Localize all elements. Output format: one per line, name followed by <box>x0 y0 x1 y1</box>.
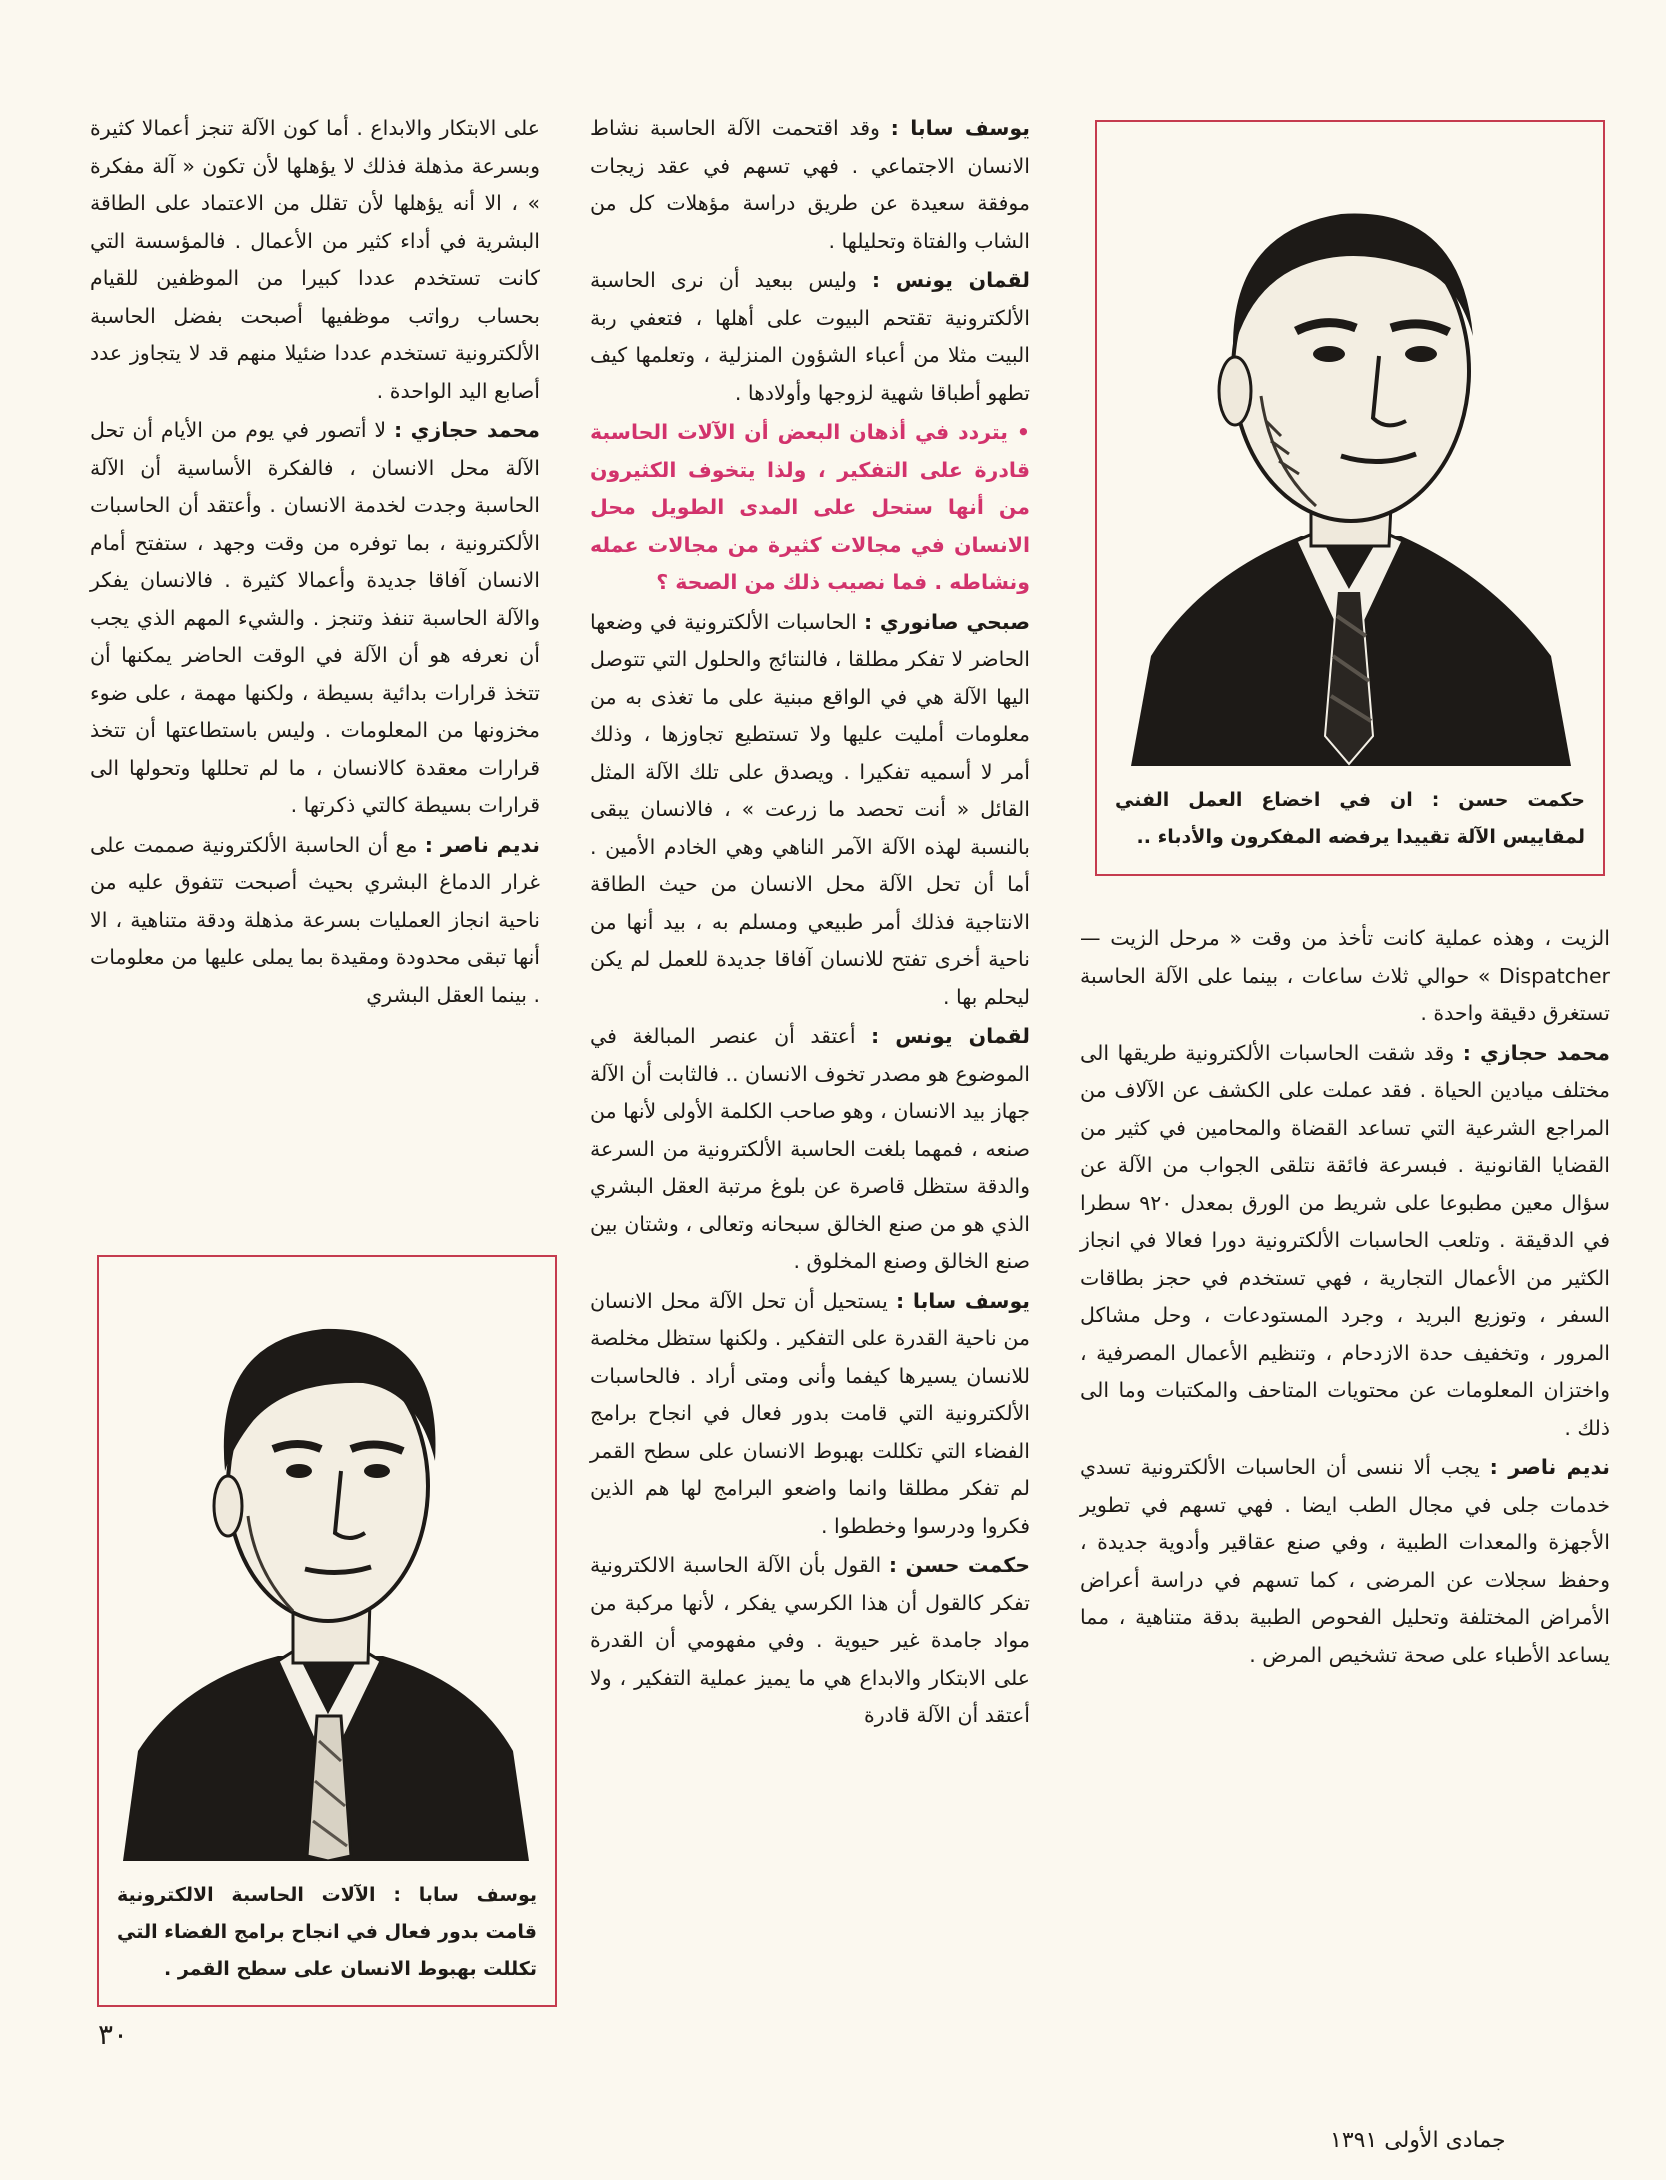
article-column-left <box>90 110 540 1014</box>
article-column-middle <box>590 110 1030 1735</box>
paragraph <box>90 827 540 1015</box>
portrait-illustration-hikmat <box>1111 136 1587 766</box>
speaker-name: محمد حجازي : <box>1462 1040 1610 1065</box>
page-number: ٣٠ <box>98 2018 129 2051</box>
paragraph-text: القول بأن الآلة الحاسبة الالكترونية تفكر كالقول أن هذا الكرسي يفكر ، لأنها مركبة من مواد جامدة غير حيوية . وفي مفهومي أن القدرة على الابتكار والابداع هي ما يميز عملية التفكير ، ولا أعتقد أن الآلة قادرة <box>590 1553 1030 1727</box>
paragraph-text: مع أن الحاسبة الألكترونية صممت على غرار الدماغ البشري بحيث أصبحت تتفوق عليه من ناحية انجاز العمليات بسرعة مذهلة ودقة متناهية ، الا أنها تبقى محدودة ومقيدة بما يملى عليها من معلومات . بينما العقل البشري <box>90 832 540 1007</box>
paragraph <box>1080 1035 1610 1448</box>
portrait-caption: يوسف سابا : الآلات الحاسبة الالكترونية قامت بدور فعال في انجاح برامج الفضاء التي تكللت بهبوط الانسان على سطح القمر . <box>117 1884 537 1980</box>
paragraph: الزيت ، وهذه عملية كانت تأخذ من وقت « مرحل الزيت — Dispatcher » حوالي ثلاث ساعات ، بينما على الآلة الحاسبة تستغرق دقيقة واحدة . <box>1080 926 1610 1025</box>
speaker-name: محمد حجازي : <box>393 418 540 442</box>
speaker-name: نديم ناصر : <box>1489 1455 1610 1479</box>
speaker-name: نديم ناصر : <box>424 832 540 857</box>
paragraph-text: يجب ألا ننسى أن الحاسبات الألكترونية تسدي خدمات جلى في مجال الطب ايضا . فهي تسهم في تطوير الأجهزة والمعدات الطبية ، وفي صنع عقاقير وأدوية جديدة ، وحفظ سجلات عن المرضى ، كما تسهم في دراسة أعراض الأمراض المختلفة وتحليل الفحوص الطبية بدقة متناهية ، مما يساعد الأطباء على صحة تشخيص المرض . <box>1080 1455 1610 1667</box>
paragraph-text: وقد شقت الحاسبات الألكترونية طريقها الى مختلف ميادين الحياة . فقد عملت على الكشف عن الآلاف من المراجع الشرعية التي تساعد القضاة والمحامين في كثير من القضايا القانونية . فبسرعة فائقة نتلقى الجواب من الآلة عن سؤال معين مطبوعا على شريط من الورق بمعدل ٩٢٠ سطرا في الدقيقة . وتلعب الحاسبات الألكترونية دورا فعالا في انجاز الكثير من الأعمال التجارية ، فهي تستخدم في حجز بطاقات السفر ، وتوزيع البريد ، وجرد المستودعات ، وحل مشاكل المرور ، وتخفيف حدة الازدحام ، وتنظيم الأعمال المصرفية ، واختزان المعلومات عن محتويات المتاحف والمكتبات وما الى ذلك . <box>1080 1040 1610 1440</box>
paragraph-text: يستحيل أن تحل الآلة محل الانسان من ناحية القدرة على التفكير . ولكنها ستظل مخلصة للانسان يسيرها كيفما وأنى ومتى أراد . فالحاسبات الألكترونية التي قامت بدور فعال في انجاح برامج الفضاء التي تكللت بهبوط الانسان على سطح القمر لم تفكر مطلقا وانما واضعو البرامج لها هم الذين فكروا ودرسوا وخططوا . <box>590 1288 1030 1538</box>
paragraph-text: الحاسبات الألكترونية في وضعها الحاضر لا تفكر مطلقا ، فالنتائج والحلول التي تتوصل اليها الآلة هي في الواقع مبنية على ما تغذى به من معلومات أمليت عليها ولا تستطيع تجاوزها ، وذلك أمر لا أسميه تفكيرا . ويصدق على تلك الآلة المثل القائل « أنت تحصد ما زرعت » ، فالانسان يبقى بالنسبة لهذه الآلة الآمر الناهي وهي الخادم الأمين . أما أن تحل الآلة محل الانسان من حيث الطاقة الانتاجية فذلك أمر طبيعي ومسلم به ، بيد أنها من ناحية أخرى تفتح للانسان آفاقا جديدة للعمل لم يكن ليحلم بها . <box>590 609 1030 1009</box>
paragraph <box>90 412 540 825</box>
article-column-right <box>1080 920 1610 1674</box>
paragraph <box>590 1018 1030 1281</box>
portrait-frame-yousef <box>97 1255 557 2007</box>
paragraph <box>590 1547 1030 1735</box>
portrait-frame-hikmat <box>1095 120 1605 876</box>
paragraph <box>590 1283 1030 1546</box>
issue-date: جمادى الأولى ١٣٩١ <box>1330 2128 1506 2153</box>
paragraph-text: وليس ببعيد أن نرى الحاسبة الألكترونية تقتحم البيوت على أهلها ، فتعفي ربة البيت مثلا من أعباء الشؤون المنزلية ، وتعلمها كيف تطهو أطباقا شهية لزوجها وأولادها . <box>590 268 1030 405</box>
speaker-name: يوسف سابا : <box>895 1288 1030 1313</box>
speaker-name: لقمان يونس : <box>871 268 1030 292</box>
paragraph-text: أعتقد أن عنصر المبالغة في الموضوع هو مصدر تخوف الانسان .. فالثابت أن الآلة جهاز بيد الانسان ، وهو صاحب الكلمة الأولى لأنها من صنعه ، فمهما بلغت الحاسبة الألكترونية من السرعة والدقة ستظل قاصرة عن بلوغ مرتبة العقل البشري الذي هو من صنع الخالق سبحانه وتعالى ، وشتان بين صنع الخالق وصنع المخلوق . <box>590 1024 1030 1273</box>
speaker-name: لقمان يونس : <box>871 1024 1030 1048</box>
paragraph <box>1080 1449 1610 1674</box>
paragraph <box>590 262 1030 412</box>
portrait-illustration-yousef <box>113 1271 539 1861</box>
paragraph <box>590 604 1030 1017</box>
speaker-name: يوسف سابا : <box>890 116 1030 140</box>
paragraph-text: وقد اقتحمت الآلة الحاسبة نشاط الانسان الاجتماعي . فهي تسهم في عقد زيجات موفقة سعيدة عن طريق دراسة مؤهلات كل من الشاب والفتاة وتحليلها . <box>590 116 1030 253</box>
highlighted-question: • يتردد في أذهان البعض أن الآلات الحاسبة قادرة على التفكير ، ولذا يتخوف الكثيرون من أنها ستحل على المدى الطويل محل الانسان في مجالات كثيرة من مجالات عمله ونشاطه . فما نصيب ذلك من الصحة ؟ <box>590 420 1030 594</box>
paragraph-text: لا أتصور في يوم من الأيام أن تحل الآلة محل الانسان ، فالفكرة الأساسية أن الآلة الحاسبة وجدت لخدمة الانسان . وأعتقد أن الحاسبات الألكترونية ، بما توفره من وقت وجهد ، ستفتح أمام الانسان آفاقا جديدة وأعمالا كثيرة . فالانسان يفكر والآلة الحاسبة تنفذ وتنجز . والشيء المهم الذي يجب أن نعرفه هو أن الآلة في الوقت الحاضر يمكنها أن تتخذ قرارات بدائية بسيطة ، ولكنها مهمة ، على ضوء مخزونها من المعلومات . وليس باستطاعتها أن تتخذ قرارات معقدة كالانسان ، ما لم تحللها وتحولها الى قرارات بسيطة كالتي ذكرتها . <box>90 418 540 817</box>
speaker-name: حكمت حسن : <box>888 1553 1030 1577</box>
portrait-caption: حكمت حسن : ان في اخضاع العمل الفني لمقاييس الآلة تقييدا يرفضه المفكرون والأدباء .. <box>1115 789 1585 848</box>
paragraph: على الابتكار والابداع . أما كون الآلة تنجز أعمالا كثيرة وبسرعة مذهلة فذلك لا يؤهلها لأن تكون « آلة مفكرة » ، الا أنه يؤهلها لأن تقلل من الاعتماد على الطاقة البشرية في أداء كثير من الأعمال . فالمؤسسة التي كانت تستخدم عددا كبيرا من الموظفين للقيام بحساب رواتب موظفيها أصبحت بفضل الحاسبة الألكترونية تستخدم عددا ضئيلا منهم قد لا يتجاوز عدد أصابع اليد الواحدة . <box>90 116 540 403</box>
paragraph <box>590 110 1030 260</box>
speaker-name: صبحي صانوري : <box>863 609 1031 634</box>
